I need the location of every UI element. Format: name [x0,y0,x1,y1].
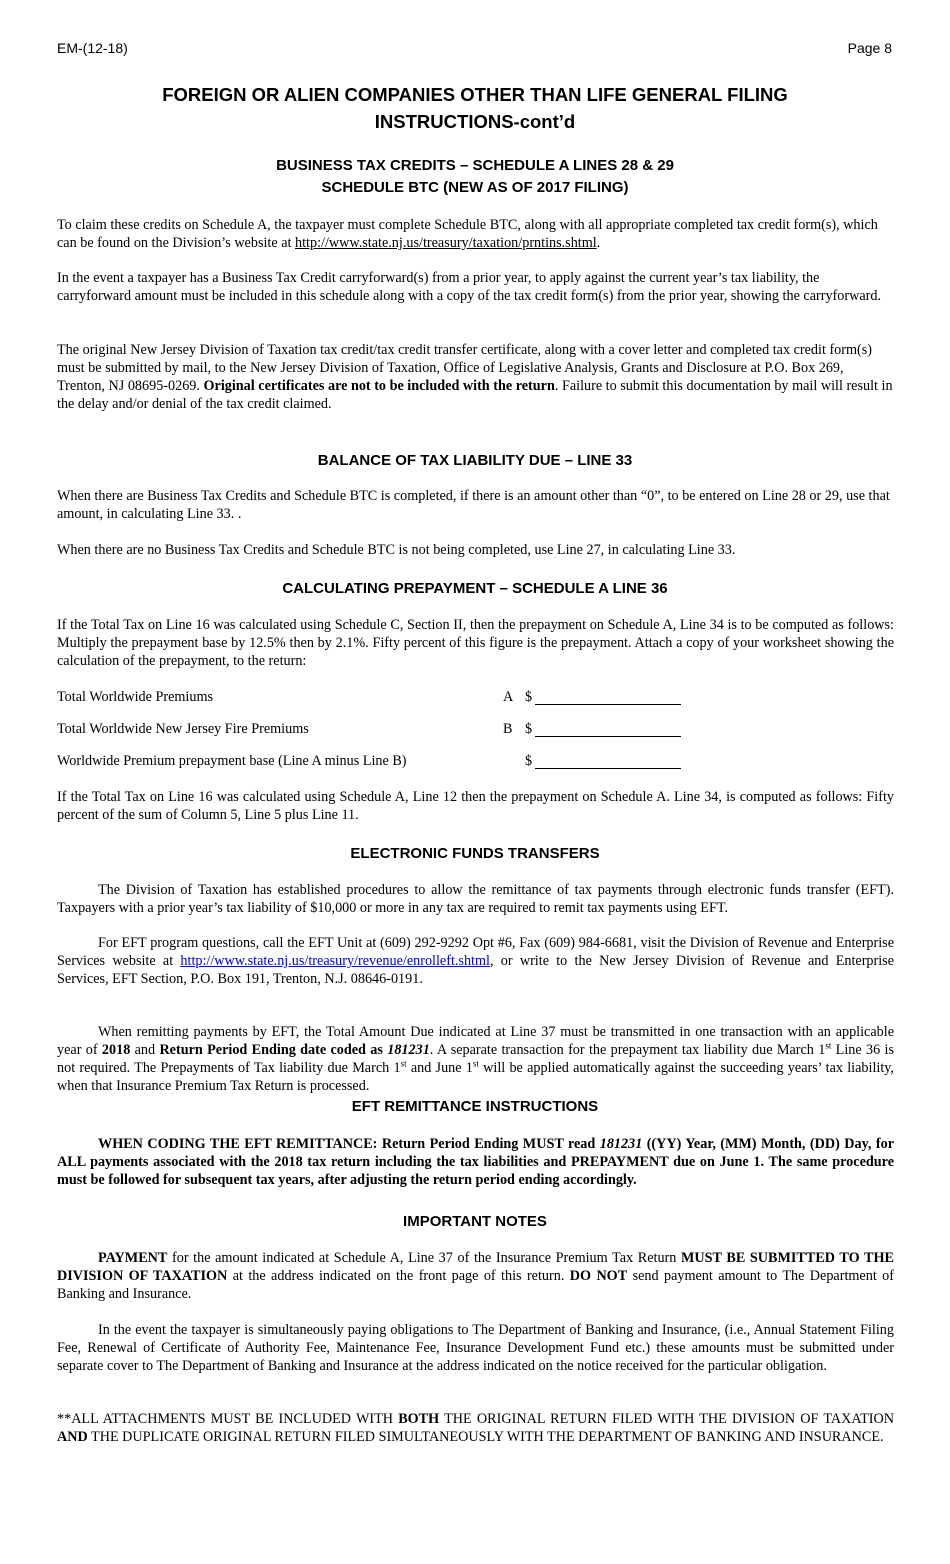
prepayment-paragraph-2: If the Total Tax on Line 16 was calculated using Schedule A, Line 12 then the prepayment on Schedule A. Line 34, is computed as follows: Fifty percent of the sum of Column 5, Line 5 plus Line 11. [57,789,894,823]
eft-paragraph-3: When remitting payments by EFT, the Total Amount Due indicated at Line 37 must be transmitted in one transaction with an applicable year of 2018 and Return Period Ending date coded as 181231. A separate transaction for the prepayment tax liability due March 1st Line 36 is not required. The Prepayments of Tax liability due March 1st and June 1st will be applied automatically against the succeeding years’ tax liability, when that Insurance Premium Tax Return is processed. [57,1024,894,1094]
prntins-link[interactable]: http://www.state.nj.us/treasury/taxation/prntins.shtml [295,235,597,251]
row-a-label: Total Worldwide Premiums [57,689,214,705]
btc-heading [57,155,893,199]
eft-remit-heading: EFT REMITTANCE INSTRUCTIONS [351,1098,599,1115]
btc-heading-line1: BUSINESS TAX CREDITS – SCHEDULE A LINES 28 & 29 [276,157,674,174]
row-base-blank[interactable] [535,754,681,769]
row-a-letter: A [503,689,514,705]
row-base-currency: $ [525,753,533,769]
row-base-label: Worldwide Premium prepayment base (Line A minus Line B) [57,753,407,769]
btc-heading-line2: SCHEDULE BTC (NEW AS OF 2017 FILING) [321,179,629,196]
btc-paragraph-3: The original New Jersey Division of Taxation tax credit/tax credit transfer certificate, along with a cover letter and completed tax credit form(s) must be submitted by mail, to the New Jersey Division of Taxation, Office of Legislative Analysis, Grants and Disclosure at P.O. Box 269, Trenton, NJ 08695-0269. Original certificates are not to be included with the return. Failure to submit this documentation by mail will result in the delay and/or denial of the tax credit claimed. [57,342,893,412]
row-a-blank[interactable] [535,690,681,705]
notes-paragraph-2: In the event the taxpayer is simultaneously paying obligations to The Department of Banking and Insurance, (i.e., Annual Statement Filing Fee, Renewal of Certificate of Authority Fee, Maintenance Fee, Insurance Development Fund etc.) these amounts must be submitted under separate cover to The Department of Banking and Insurance at the address indicated on the notice received for the particular obligation. [57,1322,894,1374]
notes-paragraph-3: **ALL ATTACHMENTS MUST BE INCLUDED WITH BOTH THE ORIGINAL RETURN FILED WITH THE DIVISION OF TAXATION AND THE DUPLICATE ORIGINAL RETURN FILED SIMULTANEOUSLY WITH THE DEPARTMENT OF BANKING AND INSURANCE. [57,1411,894,1445]
page-title-line2: INSTRUCTIONS-cont’d [374,111,576,132]
notes-paragraph-1: PAYMENT for the amount indicated at Schedule A, Line 37 of the Insurance Premium Tax Return MUST BE SUBMITTED TO THE DIVISION OF TAXATION at the address indicated on the front page of this return. DO NOT send payment amount to The Department of Banking and Insurance. [57,1250,894,1302]
balance-paragraph-2: When there are no Business Tax Credits and Schedule BTC is not being completed, use Line 27, in calculating Line 33. [57,542,736,558]
page-number: Page 8 [847,40,892,56]
page-title-line1: FOREIGN OR ALIEN COMPANIES OTHER THAN LIFE GENERAL FILING [162,84,788,105]
form-code: EM-(12-18) [57,40,128,56]
prepayment-paragraph-1: If the Total Tax on Line 16 was calculated using Schedule C, Section II, then the prepayment on Schedule A, Line 34 is to be computed as follows: Multiply the prepayment base by 12.5% then by 2.1%. Fifty percent of this figure is the prepayment. Attach a copy of your worksheet showing the calculation of the prepayment, to the return: [57,617,894,669]
row-b-label: Total Worldwide New Jersey Fire Premiums [57,721,309,737]
btc-paragraph-1: To claim these credits on Schedule A, the taxpayer must complete Schedule BTC, along with all appropriate completed tax credit form(s), which can be found on the Division’s website at http://www.state.nj.us/treasury/taxation/prntins.shtml. [57,217,878,251]
eft-heading: ELECTRONIC FUNDS TRANSFERS [350,845,600,862]
row-b-blank[interactable] [535,722,681,737]
balance-paragraph-1: When there are Business Tax Credits and Schedule BTC is completed, if there is an amount other than “0”, to be entered on Line 28 or 29, use that amount, in calculating Line 33. . [57,488,890,522]
row-b-currency: $ [525,721,533,737]
balance-heading: BALANCE OF TAX LIABILITY DUE – LINE 33 [317,452,633,469]
enrolleft-link[interactable]: http://www.state.nj.us/treasury/revenue/enrolleft.shtml [180,953,490,969]
prepayment-heading: CALCULATING PREPAYMENT – SCHEDULE A LINE 36 [282,580,668,597]
eft-paragraph-2: For EFT program questions, call the EFT Unit at (609) 292-9292 Opt #6, Fax (609) 984-6681, visit the Division of Revenue and Enterprise Services website at http://www.state.nj.us/treasury/revenue/enrolleft.shtml, or write to the New Jersey Division of Revenue and Enterprise Services, EFT Section, P.O. Box 191, Trenton, N.J. 08646-0191. [57,935,894,987]
row-b-letter: B [503,721,513,737]
btc-paragraph-2: In the event a taxpayer has a Business Tax Credit carryforward(s) from a prior year, to apply against the current year’s tax liability, the carryforward amount must be included in this schedule along with a copy of the tax credit form(s) from the prior year, showing the carryforward. [57,270,882,304]
notes-heading: IMPORTANT NOTES [403,1213,547,1230]
eft-remit-paragraph: WHEN CODING THE EFT REMITTANCE: Return Period Ending MUST read 181231 ((YY) Year, (MM) Month, (DD) Day, for ALL payments associated with the 2018 tax return including the tax liabilities and PREPAYMENT due on June 1. The same procedure must be followed for subsequent tax years, after adjusting the return period ending accordingly. [57,1136,895,1188]
row-a-currency: $ [525,689,533,705]
page-title [57,81,893,135]
eft-paragraph-1: The Division of Taxation has established procedures to allow the remittance of tax payments through electronic funds transfer (EFT). Taxpayers with a prior year’s tax liability of $10,000 or more in any tax are required to remit tax payments using EFT. [57,882,894,916]
